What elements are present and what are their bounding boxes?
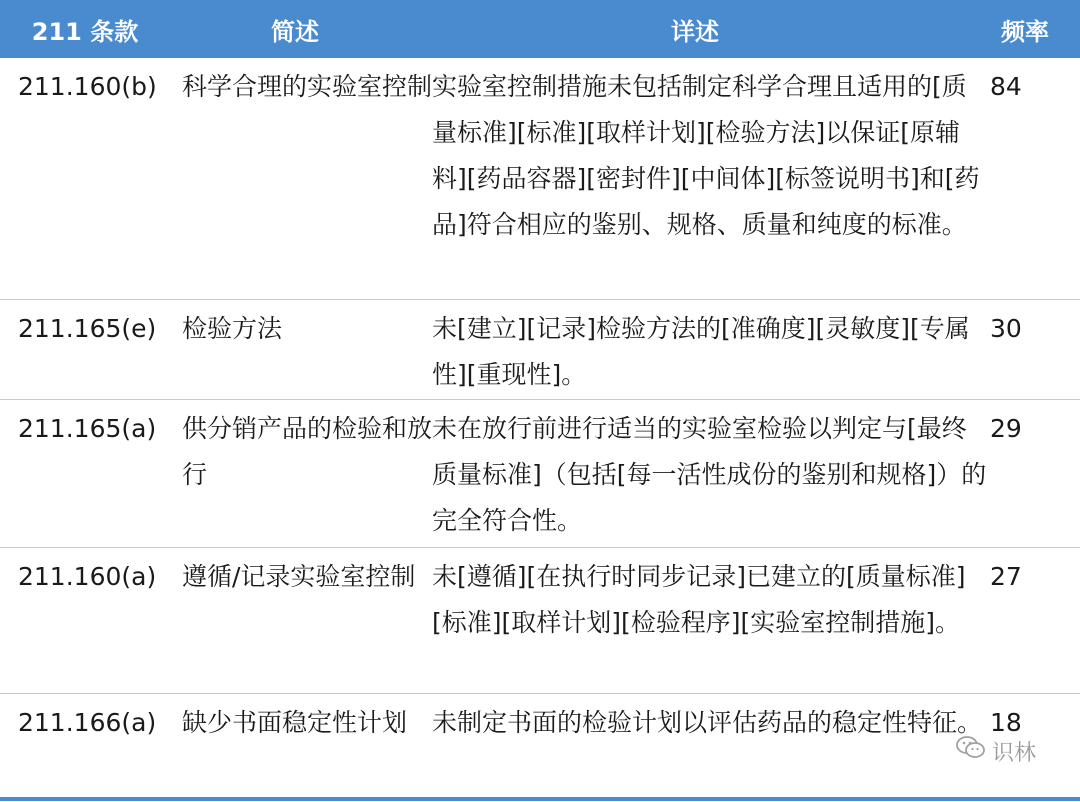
clause-cell: 211.166(a) xyxy=(18,708,157,737)
summary-cell: 科学合理的实验室控制 xyxy=(182,72,433,101)
table-row xyxy=(0,548,1080,694)
summary-cell: 缺少书面稳定性计划 xyxy=(182,708,408,737)
frequency-cell: 27 xyxy=(990,562,1022,591)
table-row xyxy=(0,694,1080,799)
detail-cell: 未[遵循][在执行时同步记录]已建立的[质量标准][标准][取样计划][检验程序][实验室控制措施]。 xyxy=(432,562,966,637)
frequency-cell: 30 xyxy=(990,314,1022,343)
table-row xyxy=(0,58,1080,300)
table-row xyxy=(0,300,1080,400)
header-frequency: 频率 xyxy=(1001,17,1049,46)
header-detail: 详述 xyxy=(671,17,719,46)
watermark-text: 识林 xyxy=(992,740,1037,766)
summary-cell: 供分销产品的检验和放行 xyxy=(182,414,433,489)
summary-cell: 检验方法 xyxy=(182,314,283,343)
clause-cell: 211.160(b) xyxy=(18,72,157,101)
wechat-icon xyxy=(956,735,992,767)
header-clause: 211 条款 xyxy=(31,17,139,46)
detail-cell: 未制定书面的检验计划以评估药品的稳定性特征。 xyxy=(432,708,983,737)
detail-cell: 未在放行前进行适当的实验室检验以判定与[最终质量标准]（包括[每一活性成份的鉴别和规格]）的完全符合性。 xyxy=(432,414,987,535)
watermark xyxy=(956,735,1036,767)
header-summary: 简述 xyxy=(271,17,319,46)
table-row xyxy=(0,400,1080,548)
frequency-cell: 29 xyxy=(990,414,1022,443)
clause-cell: 211.165(a) xyxy=(18,414,157,443)
summary-cell: 遵循/记录实验室控制 xyxy=(182,562,416,591)
clause-cell: 211.165(e) xyxy=(18,314,157,343)
table-bottom-rule xyxy=(0,797,1080,801)
detail-cell: 实验室控制措施未包括制定科学合理且适用的[质量标准][标准][取样计划][检验方法]以保证[原辅料][药品容器][密封件][中间体][标签说明书]和[药品]符合相应的鉴别、规格、质量和纯度的标准。 xyxy=(432,72,980,239)
clause-cell: 211.160(a) xyxy=(18,562,157,591)
detail-cell: 未[建立][记录]检验方法的[准确度][灵敏度][专属性][重现性]。 xyxy=(432,314,970,389)
frequency-cell: 18 xyxy=(990,708,1022,737)
frequency-cell: 84 xyxy=(990,72,1022,101)
table-header xyxy=(0,0,1080,58)
